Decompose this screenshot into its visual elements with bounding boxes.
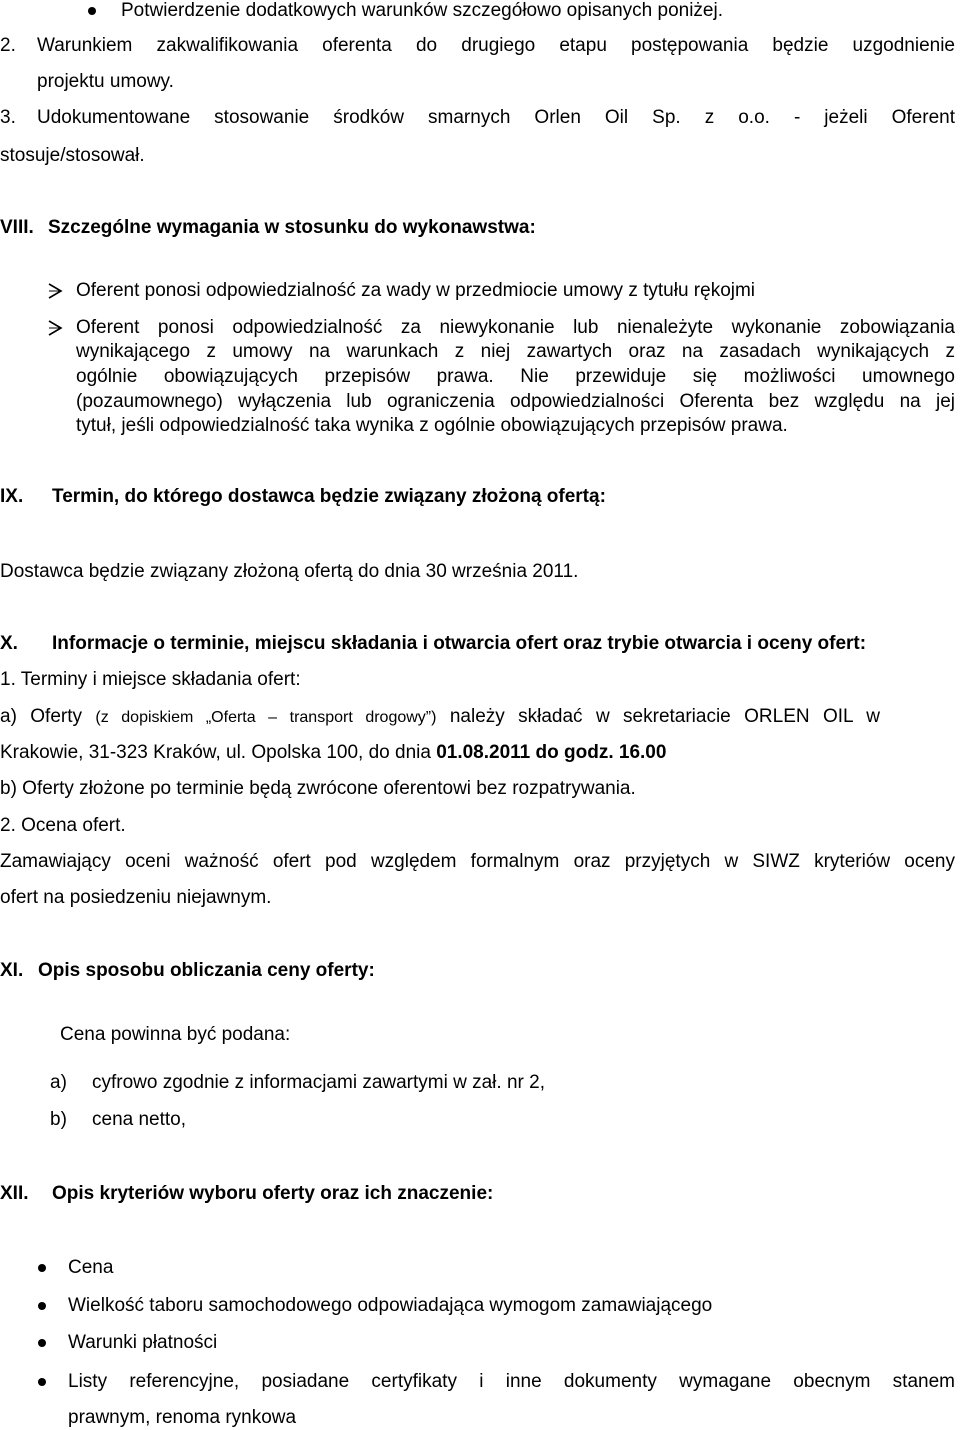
section-viii-item-2-line-1: Oferent ponosi odpowiedzialność za niewykonanie lub nienależyte wykonanie zobowiązania	[76, 317, 955, 338]
section-x-point-1: 1. Terminy i miejsce składania ofert:	[0, 669, 301, 690]
top-bullet-text: Potwierdzenie dodatkowych warunków szczegółowo opisanych poniżej.	[121, 0, 723, 21]
section-viii-item-2-line-2: wynikającego z umowy na warunkach z niej zawartych oraz na zasadach wynikających z	[76, 341, 955, 362]
criteria-item: Cena	[68, 1257, 114, 1278]
bullet-icon	[38, 1378, 46, 1386]
evaluation-line-1: Zamawiający oceni ważność ofert pod względem formalnym oraz przyjętych w SIWZ kryteriów oceny	[0, 851, 955, 872]
bullet-icon	[38, 1302, 46, 1310]
bullet-icon	[38, 1339, 46, 1347]
item-2-number: 2.	[0, 35, 16, 56]
criteria-item: Wielkość taboru samochodowego odpowiadająca wymogom zamawiającego	[68, 1295, 713, 1316]
section-ix-number: IX.	[0, 486, 24, 507]
price-item-text: cyfrowo zgodnie z informacjami zawartymi w zał. nr 2,	[92, 1072, 545, 1093]
section-x-title: Informacje o terminie, miejscu składania i otwarcia ofert oraz trybie otwarcia i oceny ofert:	[52, 633, 867, 654]
section-viii-item-1: Oferent ponosi odpowiedzialność za wady w przedmiocie umowy z tytułu rękojmi	[76, 280, 756, 301]
price-item-text: cena netto,	[92, 1109, 187, 1130]
section-viii-number: VIII.	[0, 217, 34, 238]
price-item-label: a)	[50, 1072, 67, 1093]
section-ix-text: Dostawca będzie związany złożoną ofertą do dnia 30 września 2011.	[0, 561, 579, 582]
price-intro: Cena powinna być podana:	[60, 1024, 291, 1045]
criteria-item: Warunki płatności	[68, 1332, 218, 1353]
item-3-line-2: stosuje/stosował.	[0, 145, 145, 166]
offers-line-a	[0, 706, 880, 729]
offers-address: Krakowie, 31-323 Kraków, ul. Opolska 100, do dnia	[0, 742, 437, 763]
item-2-line-1: Warunkiem zakwalifikowania oferenta do drugiego etapu postępowania będzie uzgodnienie	[37, 35, 955, 56]
offers-a-suffix: należy składać w sekretariacie ORLEN OIL w	[436, 706, 880, 727]
section-ix-title: Termin, do którego dostawca będzie związany złożoną ofertą:	[52, 486, 606, 507]
bullet-icon	[38, 1264, 46, 1272]
offers-line-a-2	[0, 742, 666, 764]
bullet-icon	[88, 7, 96, 15]
offers-a-prefix: a) Oferty	[0, 706, 96, 727]
section-x-number: X.	[0, 633, 18, 654]
section-xii-title: Opis kryteriów wyboru oferty oraz ich znaczenie:	[52, 1183, 494, 1204]
arrow-bullet-icon	[47, 320, 63, 336]
section-xi-title: Opis sposobu obliczania ceny oferty:	[38, 960, 375, 981]
price-item-label: b)	[50, 1109, 67, 1130]
item-3-line-1: Udokumentowane stosowanie środków smarnych Orlen Oil Sp. z o.o. - jeżeli Oferent	[37, 107, 955, 128]
offers-deadline: 01.08.2011 do godz. 16.00	[436, 742, 667, 763]
section-viii-title: Szczególne wymagania w stosunku do wykonawstwa:	[48, 217, 536, 238]
item-2-line-2: projektu umowy.	[37, 71, 174, 92]
criteria-item-continuation: prawnym, renoma rynkowa	[68, 1407, 297, 1428]
arrow-bullet-icon	[47, 283, 63, 299]
section-xii-number: XII.	[0, 1183, 29, 1204]
item-3-number: 3.	[0, 107, 16, 128]
section-viii-item-2-line-3: ogólnie obowiązujących przepisów prawa. Nie przewiduje się możliwości umownego	[76, 366, 955, 387]
section-viii-item-2-line-4: (pozaumownego) wyłączenia lub ograniczenia odpowiedzialności Oferenta bez względu na jej	[76, 391, 955, 412]
offers-line-b: b) Oferty złożone po terminie będą zwrócone oferentowi bez rozpatrywania.	[0, 778, 636, 799]
section-viii-item-2-line-5: tytuł, jeśli odpowiedzialność taka wynika z ogólnie obowiązujących przepisów prawa.	[76, 415, 788, 436]
criteria-item: Listy referencyjne, posiadane certyfikaty i inne dokumenty wymagane obecnym stanem	[68, 1371, 955, 1392]
section-x-point-2: 2. Ocena ofert.	[0, 815, 126, 836]
evaluation-line-2: ofert na posiedzeniu niejawnym.	[0, 887, 272, 908]
offers-a-note: (z dopiskiem „Oferta – transport drogowy”)	[95, 709, 437, 726]
section-xi-number: XI.	[0, 960, 24, 981]
